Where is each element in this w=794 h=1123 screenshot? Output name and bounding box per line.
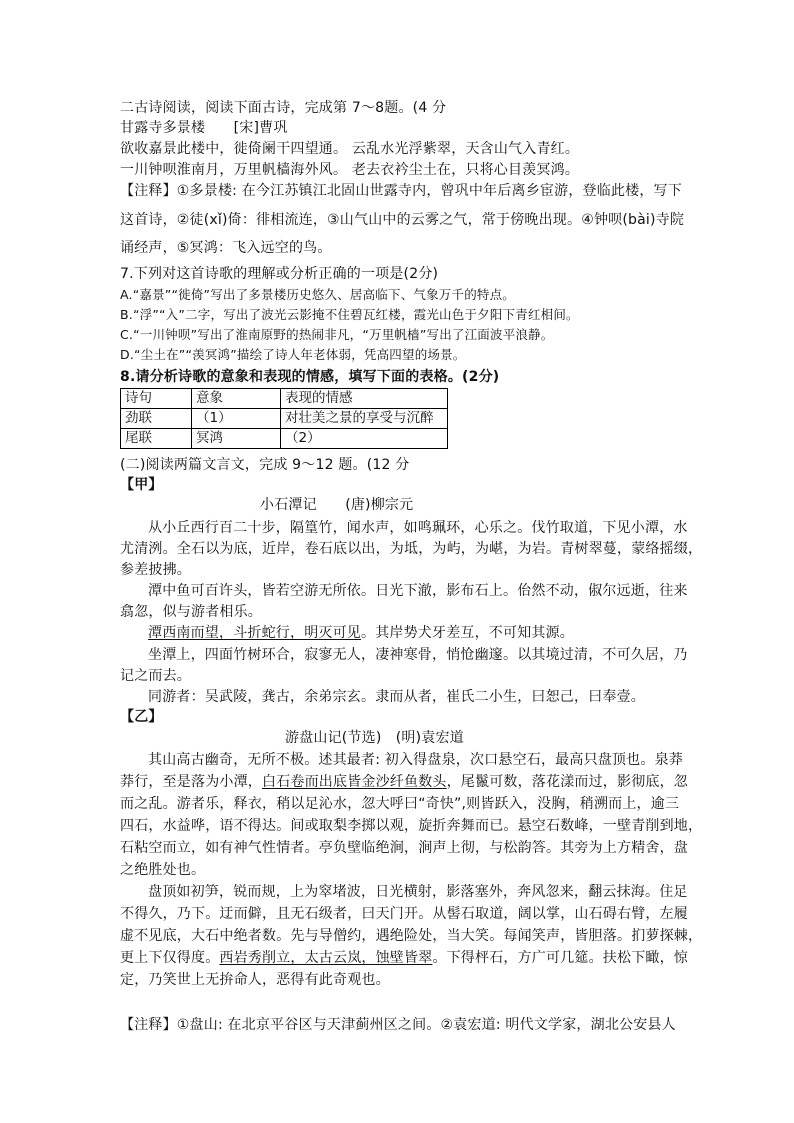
jia-paragraph-3 bbox=[148, 623, 708, 643]
section-heading-prose: (二)阅读两篇文言文，完成 9～12 题。(12 分 bbox=[120, 457, 410, 473]
yi-paragraph-2-line-1: 盘顶如初笋，锐而规，上为窣堵波，日光横射，影落塞外，奔风忽来，翻云抹海。住足 bbox=[148, 884, 688, 900]
yi-note: 【注释】①盘山: 在北京平谷区与天津蓟州区之间。②袁宏道: 明代文学家，湖北公安县人 bbox=[120, 1017, 676, 1033]
paragraph-text: 更上下仅得度。 bbox=[120, 950, 220, 966]
yi-paragraph-1-line-5: 石粘空而立，如有神气性情者。亭负壁临绝涧，涧声上彻，与松韵答。其旁为上方精舍，盘 bbox=[120, 840, 688, 856]
table-cell: （2） bbox=[281, 429, 448, 449]
table-cell: 尾联 bbox=[121, 429, 192, 449]
jia-paragraph-1-line-2: 尤清洌。全石以为底，近岸，卷石底以出，为坻，为屿，为嵁，为岩。青树翠蔓，蒙络摇缀， bbox=[120, 541, 703, 557]
yi-paragraph-2-line-2: 不得久，乃下。迂而僻，且无石级者，曰天门开。从髻石取道，阔以掌，山石碍右臂，左履 bbox=[120, 906, 688, 922]
jia-paragraph-5: 同游者：吴武陵，龚古，余弟宗玄。隶而从者，崔氏二小生，曰恕己，曰奉壹。 bbox=[148, 689, 645, 705]
question-7-option-d: D.“尘土在”“羡冥鸿”描绘了诗人年老体弱，凭高四望的场景。 bbox=[120, 347, 466, 362]
table-header-row bbox=[121, 389, 448, 409]
table-cell: 冥鸿 bbox=[192, 429, 281, 449]
underlined-sentence: 白石卷而出底皆金沙纤鱼数头 bbox=[262, 774, 447, 790]
paragraph-text: ，尾鬣可数，落花漾而过，影彻底，忽 bbox=[446, 774, 689, 790]
jia-paragraph-4-line-1: 坐潭上，四面竹树环合，寂寥无人，凄神寒骨，悄怆幽邃。以其境过清，不可久居，乃 bbox=[148, 647, 688, 663]
poem-line-2: 一川钟呗淮南月，万里帆樯海外风。 老去衣衿尘土在，只将心目羡冥鸿。 bbox=[120, 162, 580, 178]
table-header-cell: 诗句 bbox=[121, 389, 192, 409]
table-header-cell: 表现的情感 bbox=[281, 389, 448, 409]
yi-paragraph-2-line-4 bbox=[120, 948, 689, 968]
question-8: 8.请分析诗歌的意象和表现的情感，填写下面的表格。(2分) bbox=[120, 369, 500, 385]
underlined-sentence: 潭西南而望，斗折蛇行，明灭可见 bbox=[148, 625, 361, 641]
poem-note-line-1: 【注释】①多景楼: 在今江苏镇江北固山世露寺内，曾巩中年后离乡宦游，登临此楼，写下 bbox=[120, 183, 682, 199]
yi-paragraph-2-line-5: 定，乃笑世上无拚命人，恶得有此奇观也。 bbox=[120, 972, 390, 988]
question-7-option-a: A.“嘉景”“徙倚”写出了多景楼历史悠久、居高临下、气象万千的特点。 bbox=[120, 287, 516, 302]
yi-paragraph-1-line-4: 四石，水益哗，语不得达。间或取梨李掷以观，旋折奔舞而已。悬空石数峰，一壁青削到地， bbox=[120, 818, 703, 834]
table-cell: 劲联 bbox=[121, 409, 192, 429]
paragraph-text: 莽行，至是落为小潭， bbox=[120, 774, 262, 790]
jia-paragraph-1-line-1: 从小丘西行百二十步，隔篁竹，闻水声，如鸣珮环，心乐之。伐竹取道，下见小潭，水 bbox=[148, 520, 688, 536]
yi-paragraph-1-line-3: 而之乱。游者乐，释衣，稍以足沁水，忽大呼曰“奇快”,则皆跃入，没胸，稍溯而上，逾三 bbox=[120, 796, 680, 812]
poem-title: 甘露寺多景楼 [宋]曹巩 bbox=[120, 120, 288, 136]
poem-analysis-table bbox=[120, 388, 448, 449]
paragraph-text: 。其岸势犬牙差互，不可知其源。 bbox=[361, 625, 574, 641]
jia-paragraph-2-line-2: 翕忽，似与游者相乐。 bbox=[120, 604, 262, 620]
table-header-cell: 意象 bbox=[192, 389, 281, 409]
jia-paragraph-1-line-3: 参差披拂。 bbox=[120, 562, 191, 578]
question-7: 7.下列对这首诗歌的理解或分析正确的一项是(2分) bbox=[120, 266, 439, 282]
underlined-sentence: 西岩秀削立，太古云岚，蚀壁皆翠 bbox=[219, 950, 433, 966]
question-7-option-c: C.“一川钟呗”写出了淮南原野的热闹非凡，“万里帆樯”写出了江面波平浪静。 bbox=[120, 327, 554, 342]
table-row bbox=[121, 409, 448, 429]
jia-paragraph-4-line-2: 记之而去。 bbox=[120, 668, 191, 684]
passage-label-jia: 【甲】 bbox=[120, 477, 163, 493]
yi-paragraph-1-line-1: 其山高古幽奇，无所不极。述其最者: 初入得盘泉，次口悬空石，最高只盘顶也。泉莽 bbox=[148, 752, 683, 768]
passage-label-yi: 【乙】 bbox=[120, 709, 163, 725]
table-cell: 对壮美之景的享受与沉醉 bbox=[281, 409, 448, 429]
question-7-option-b: B.“浮”“入”二字，写出了波光云影掩不住碧瓦红楼，霞光山色于夕阳下青红相间。 bbox=[120, 307, 579, 322]
yi-paragraph-1-line-2 bbox=[120, 772, 689, 792]
yi-paragraph-1-line-6: 之绝胜处也。 bbox=[120, 862, 206, 878]
paragraph-text: 。下得枰石，方广可几筵。扶松下瞰，惊 bbox=[432, 950, 689, 966]
yi-paragraph-2-line-3: 虚不见底，大石中绝者数。先与导僧约，遇绝险处，当大笑。每闻笑声，皆胆落。扪萝探棘， bbox=[120, 928, 703, 944]
jia-paragraph-2-line-1: 潭中鱼可百许头，皆若空游无所依。日光下澈，影布石上。佁然不动，俶尔远逝，往来 bbox=[148, 583, 688, 599]
table-cell: （1） bbox=[192, 409, 281, 429]
poem-line-1: 欲收嘉景此楼中，徙倚阑干四望通。 云乱水光浮紫翠，天含山气入青红。 bbox=[120, 141, 580, 157]
poem-note-line-2: 这首诗，②徒(xǐ)倚：徘相流连，③山气山中的云雾之气，常于傍晚出现。④钟呗(bài)寺院 bbox=[120, 212, 685, 228]
table-row bbox=[121, 429, 448, 449]
passage-title-jia: 小石潭记 (唐)柳宗元 bbox=[260, 497, 414, 513]
passage-title-yi: 游盘山记(节选) (明)袁宏道 bbox=[285, 730, 464, 746]
poem-note-line-3: 诵经声，⑤冥鸿：飞入远空的鸟。 bbox=[120, 240, 332, 256]
section-heading-poem: 二古诗阅读，阅读下面古诗，完成第 7～8题。(4 分 bbox=[120, 100, 447, 116]
